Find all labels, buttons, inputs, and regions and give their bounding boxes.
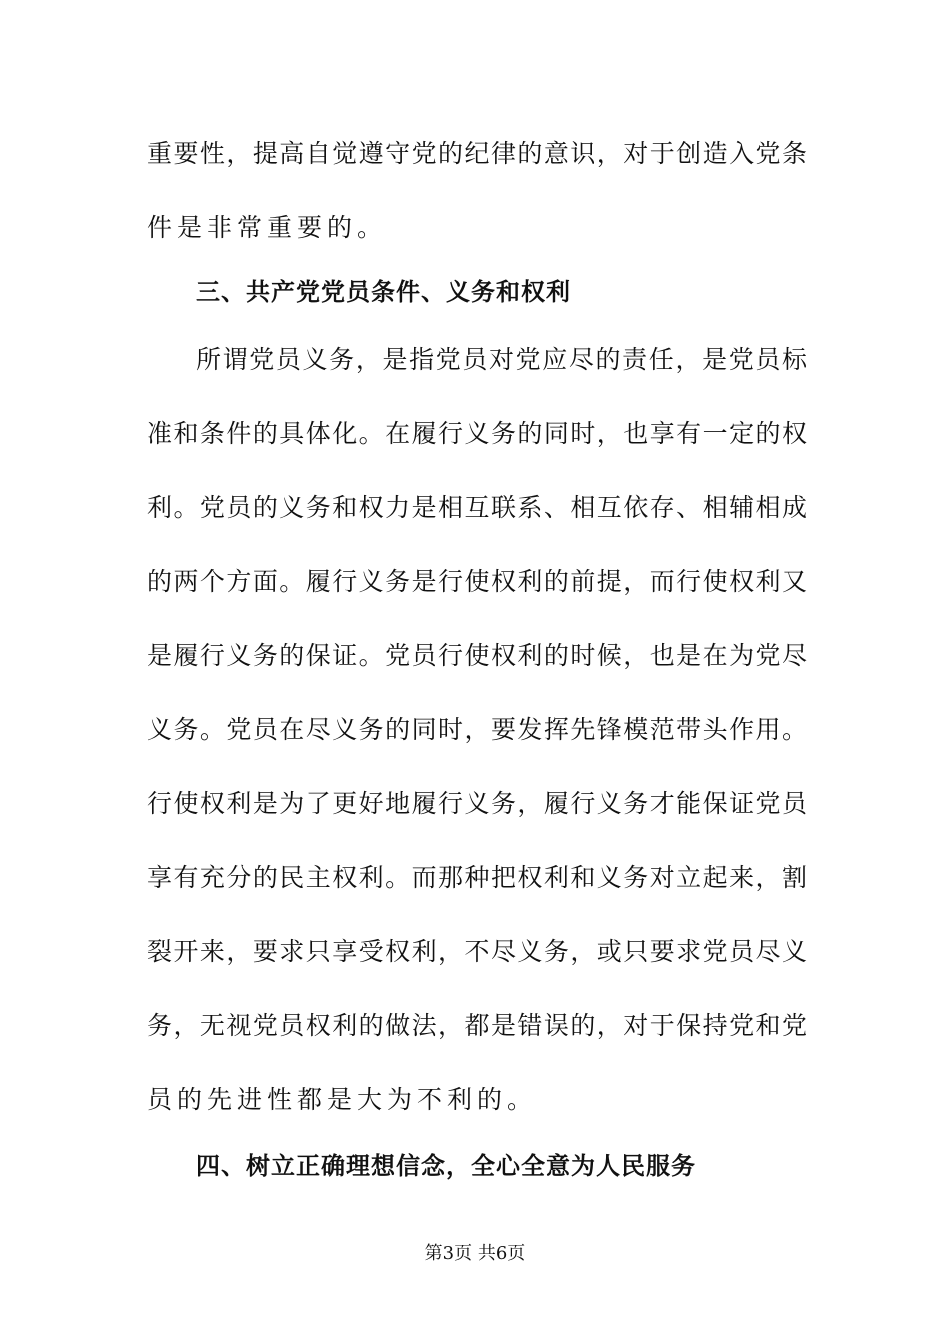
paragraph-line: 的两个方面。履行义务是行使权利的前提，而行使权利又 [147, 567, 807, 596]
page-footer: 第3页 共6页 [424, 1243, 526, 1264]
paragraph-line: 员的先进性都是大为不利的。 [147, 1085, 538, 1114]
paragraph-line: 利。党员的义务和权力是相互联系、相互依存、相辅相成 [147, 493, 807, 522]
paragraph-line: 所谓党员义务，是指党员对党应尽的责任，是党员标 [196, 345, 807, 374]
paragraph-line: 义务。党员在尽义务的同时，要发挥先锋模范带头作用。 [147, 715, 807, 744]
paragraph-line: 准和条件的具体化。在履行义务的同时，也享有一定的权 [147, 419, 807, 448]
paragraph-line: 是履行义务的保证。党员行使权利的时候，也是在为党尽 [147, 641, 807, 670]
paragraph-line: 行使权利是为了更好地履行义务，履行义务才能保证党员 [147, 789, 807, 818]
section-heading-3: 三、共产党党员条件、义务和权利 [196, 278, 571, 306]
paragraph-line: 重要性，提高自觉遵守党的纪律的意识，对于创造入党条 [147, 139, 807, 168]
paragraph-line: 务，无视党员权利的做法，都是错误的，对于保持党和党 [147, 1011, 807, 1040]
paragraph-line: 享有充分的民主权利。而那种把权利和义务对立起来，割 [147, 863, 807, 892]
section-heading-4: 四、树立正确理想信念，全心全意为人民服务 [196, 1152, 696, 1180]
paragraph-line: 裂开来，要求只享受权利，不尽义务，或只要求党员尽义 [147, 937, 807, 966]
paragraph-line: 件是非常重要的。 [147, 213, 388, 242]
